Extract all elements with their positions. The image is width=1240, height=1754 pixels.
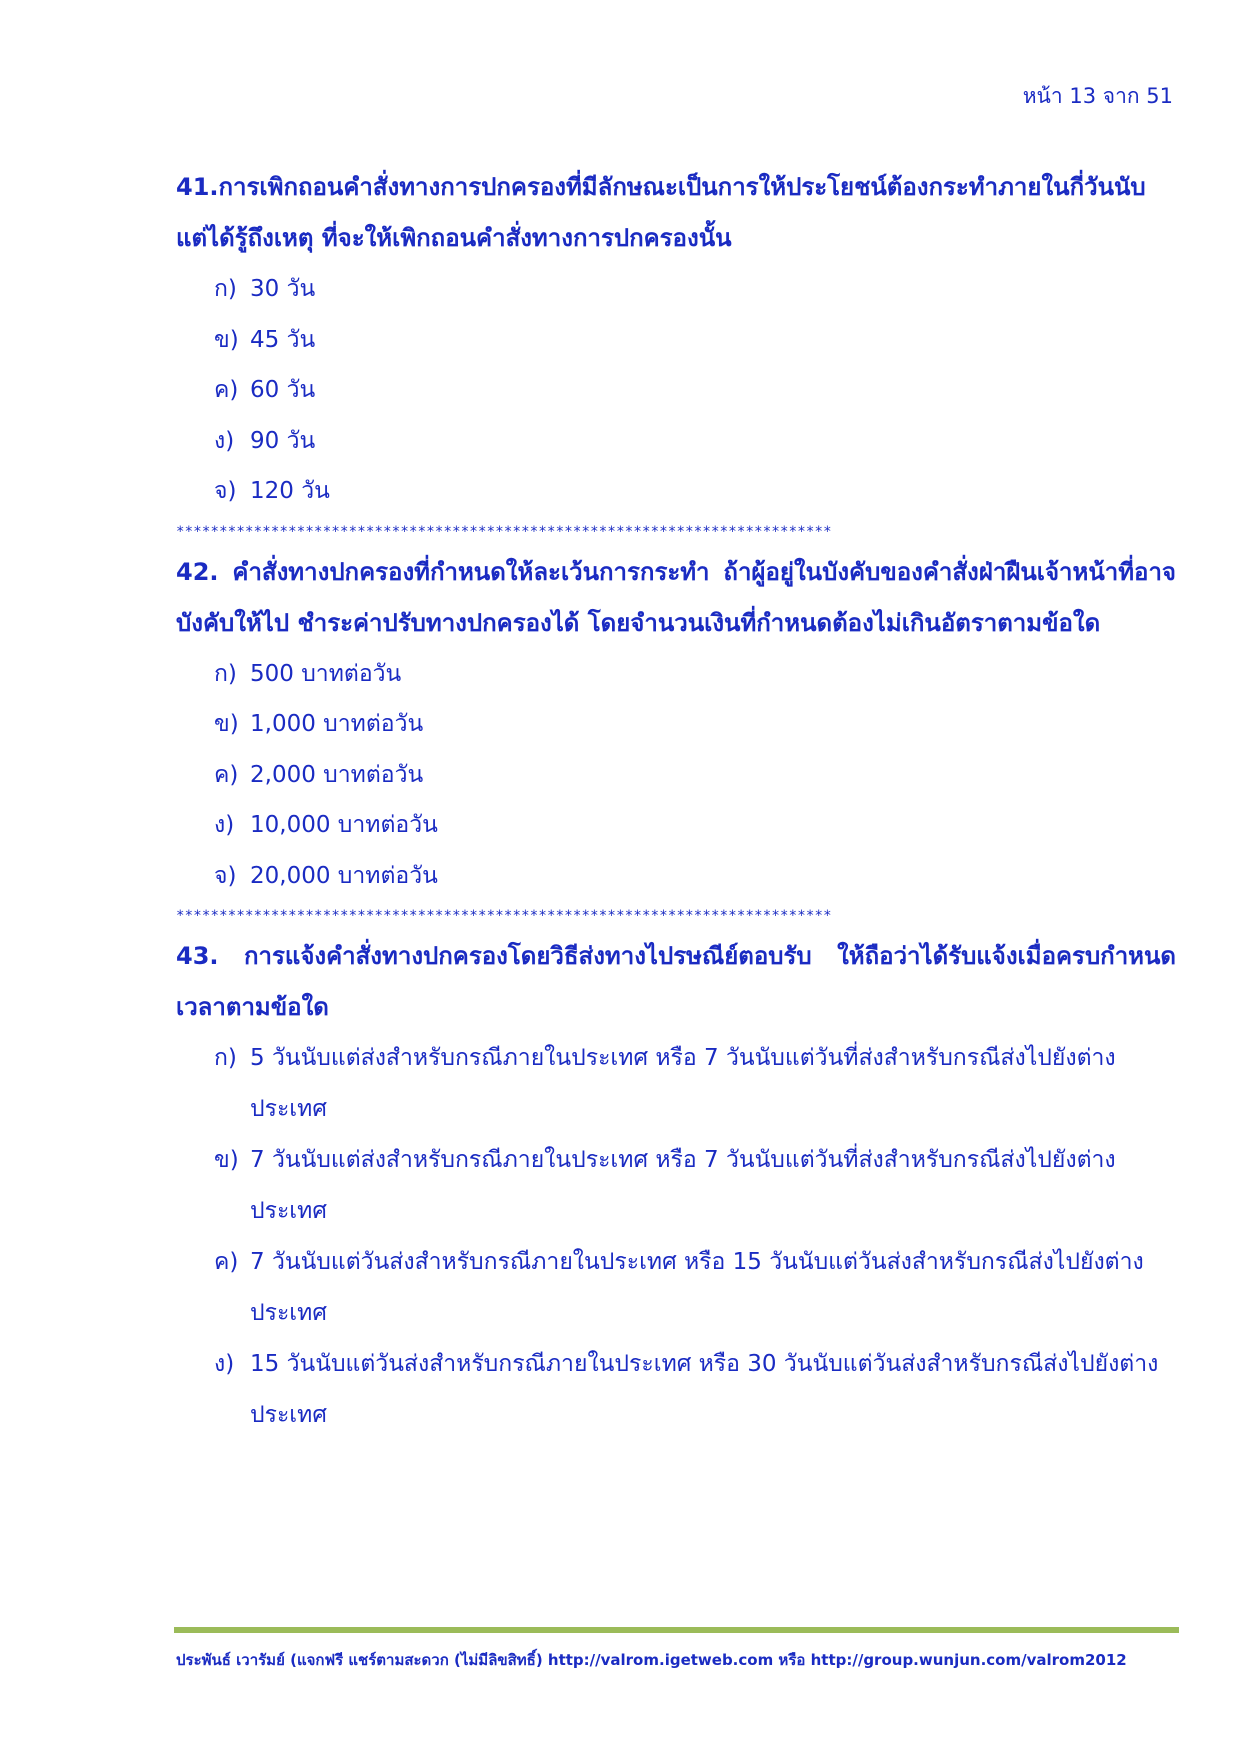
choice-item <box>176 264 1176 315</box>
choice-text: 15 วันนับแต่วันส่งสำหรับกรณีภายในประเทศ หรือ 30 วันนับแต่วันส่งสำหรับกรณีส่งไปยังต่างประเทศ <box>250 1351 1159 1428</box>
choice-list <box>176 649 1176 902</box>
question-43 <box>176 931 1176 1441</box>
question-text: 43. การแจ้งคำสั่งทางปกครองโดยวิธีส่งทางไปรษณีย์ตอบรับ ให้ถือว่าได้รับแจ้งเมื่อครบกำหนดเวลาตามข้อใด <box>176 942 1176 1021</box>
choice-letter: ข) <box>214 1147 239 1173</box>
choice-item <box>176 649 1176 700</box>
choice-text: 90 วัน <box>250 427 316 454</box>
choice-text: 20,000 บาทต่อวัน <box>250 862 438 889</box>
choice-item <box>176 1135 1176 1237</box>
choice-item <box>176 365 1176 416</box>
choice-text: 500 บาทต่อวัน <box>250 660 402 687</box>
question-text: 41.การเพิกถอนคำสั่งทางการปกครองที่มีลักษณะเป็นการให้ประโยชน์ต้องกระทำภายในกี่วันนับแต่ได้รู้ถึงเหตุ ที่จะให้เพิกถอนคำสั่งทางการปกครองนั้น <box>176 173 1146 252</box>
choice-item <box>176 1033 1176 1135</box>
choice-item <box>176 1237 1176 1339</box>
footer-text: ประพันธ์ เวารัมย์ (แจกฟรี แชร์ตามสะดวก (ไม่มีลิขสิทธิ์) http://valrom.igetweb.com หรือ http://group.wunjun.com/valrom2012 <box>176 1651 1127 1669</box>
choice-letter: ก) <box>214 276 237 302</box>
separator: **************************************************************************** <box>176 523 832 540</box>
choice-text: 60 วัน <box>250 377 316 403</box>
page-number: หน้า 13 จาก 51 <box>1022 84 1173 108</box>
choice-item <box>176 851 1176 902</box>
question-list <box>176 162 1176 1441</box>
choice-letter: จ) <box>214 862 237 889</box>
choice-text: 5 วันนับแต่ส่งสำหรับกรณีภายในประเทศ หรือ 7 วันนับแต่วันที่ส่งสำหรับกรณีส่งไปยังต่างประเทศ <box>250 1045 1116 1122</box>
choice-letter: ง) <box>214 812 235 838</box>
choice-letter: ข) <box>214 326 239 353</box>
choice-list <box>176 264 1176 517</box>
choice-text: 10,000 บาทต่อวัน <box>250 812 438 838</box>
choice-item <box>176 800 1176 851</box>
choice-letter: ข) <box>214 711 239 737</box>
question-41 <box>176 162 1176 517</box>
choice-text: 45 วัน <box>250 326 316 353</box>
choice-letter: จ) <box>214 478 237 504</box>
choice-text: 7 วันนับแต่ส่งสำหรับกรณีภายในประเทศ หรือ 7 วันนับแต่วันที่ส่งสำหรับกรณีส่งไปยังต่างประเทศ <box>250 1147 1116 1224</box>
separator: **************************************************************************** <box>176 908 832 924</box>
choice-letter: ง) <box>214 1351 235 1377</box>
choice-item <box>176 315 1176 366</box>
choice-text: 7 วันนับแต่วันส่งสำหรับกรณีภายในประเทศ หรือ 15 วันนับแต่วันส่งสำหรับกรณีส่งไปยังต่างประเทศ <box>250 1249 1144 1326</box>
choice-text: 120 วัน <box>250 478 330 504</box>
choice-text: 1,000 บาทต่อวัน <box>250 711 424 737</box>
choice-item <box>176 416 1176 467</box>
choice-letter: ค) <box>214 761 239 788</box>
choice-item <box>176 466 1176 517</box>
choice-item <box>176 1339 1176 1441</box>
choice-item <box>176 699 1176 750</box>
question-text: 42. คำสั่งทางปกครองที่กำหนดให้ละเว้นการกระทำ ถ้าผู้อยู่ในบังคับของคำสั่งฝ่าฝืนเจ้าหน้าที่อาจบังคับให้ไป ชำระค่าปรับทางปกครองได้ โดยจำนวนเงินที่กำหนดต้องไม่เกินอัตราตามข้อใด <box>176 557 1176 637</box>
choice-list <box>176 1033 1176 1441</box>
choice-text: 2,000 บาทต่อวัน <box>250 761 424 788</box>
choice-letter: ก) <box>214 660 237 687</box>
question-42 <box>176 547 1176 902</box>
choice-letter: ค) <box>214 1249 239 1275</box>
choice-letter: ค) <box>214 377 239 403</box>
choice-letter: ก) <box>214 1045 237 1071</box>
choice-item <box>176 750 1176 801</box>
footer-rule <box>174 1627 1179 1633</box>
choice-letter: ง) <box>214 427 235 454</box>
choice-text: 30 วัน <box>250 276 316 302</box>
